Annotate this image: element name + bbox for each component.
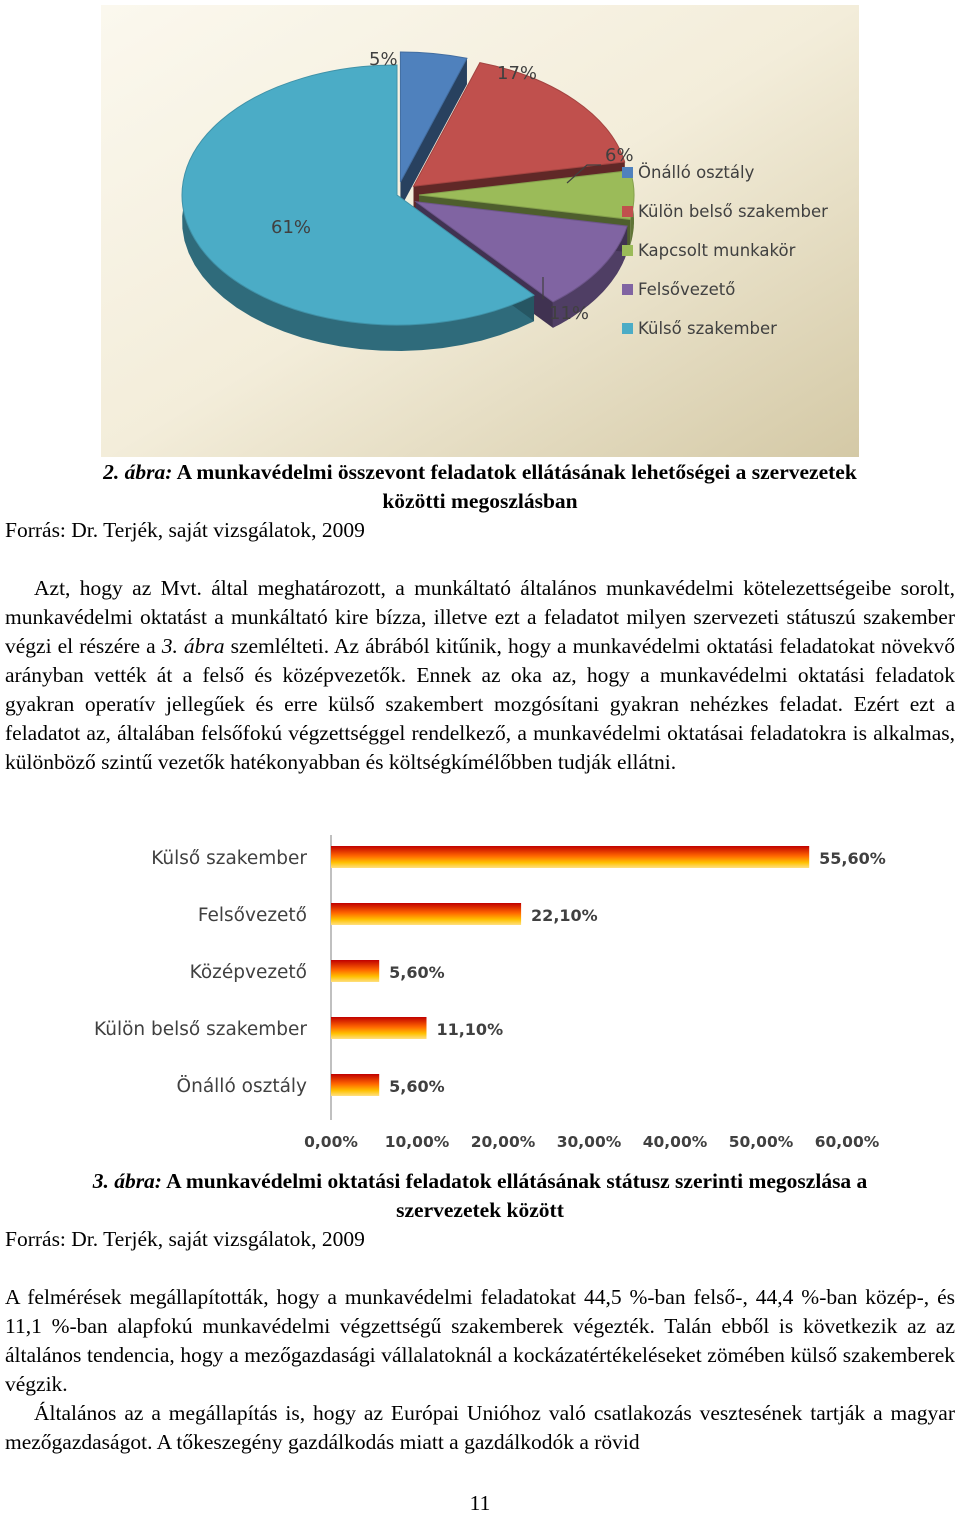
figure3-caption <box>20 1167 940 1225</box>
pie-slice-label: 5% <box>369 49 398 70</box>
x-tick-label: 60,00% <box>814 1133 880 1151</box>
figure2-caption <box>20 458 940 516</box>
legend-swatch <box>622 284 633 295</box>
bar-value-label: 22,10% <box>531 906 598 925</box>
legend-swatch <box>622 323 633 334</box>
paragraph-1-part2: szemlélteti. Az ábrából kitűnik, hogy a munkavédelmi oktatási feladatokat növekvő arányban vették át a felső és középvezetők. Ennek az oka az, hogy a munkavédelmi oktatási feladatok gyakran operatív jellegűek és erre külső szakembert mozgósítani gyakran nehézkes feladat. Ezért ezt a feladatot az, általában felsőfokú végzettséggel rendelkező, a munkavédelmi oktatásai feladatokra is alkalmas, különböző szintű vezetők hatékonyabban és költségkímélőbben tudják ellátni. <box>5 634 955 774</box>
legend-swatch <box>622 206 633 217</box>
bar-value-label: 55,60% <box>819 849 886 868</box>
pie-slice-label: 11% <box>549 303 590 324</box>
legend-swatch <box>622 245 633 256</box>
paragraph-2-text: A felmérések megállapították, hogy a munkavédelmi feladatokat 44,5 %-ban felső-, 44,4 %-ban közép-, és 11,1 %-ban alapfokú munkavédelmi végzettségű szakemberek végezték. Talán ebből is következik az az általános tendencia, hogy a mezőgazdasági vállalatoknál a kockázatértékeléseket zömében külső szakemberek végzik. <box>5 1285 955 1396</box>
pie-slice-label: 61% <box>271 217 312 238</box>
legend-entry: Önálló osztály <box>638 163 755 182</box>
pie-slice-label: 6% <box>605 145 634 166</box>
page-number: 11 <box>469 1491 491 1515</box>
bar <box>331 903 521 925</box>
figure2-caption-text2: közötti megoszlásban <box>382 489 578 513</box>
legend-entry: Külső szakember <box>638 319 777 338</box>
paragraph-1-figure-ref: 3. ábra <box>161 634 225 658</box>
legend-entry: Külön belső szakember <box>638 202 828 221</box>
bar <box>331 960 379 982</box>
bar-chart-figure <box>60 835 900 1155</box>
bar-value-label: 5,60% <box>389 963 445 982</box>
bar <box>331 1074 379 1096</box>
bar-chart <box>60 835 900 1155</box>
pie-chart <box>101 5 859 457</box>
figure3-source: Forrás: Dr. Terjék, saját vizsgálatok, 2009 <box>5 1227 365 1251</box>
figure2-caption-number: 2. ábra: <box>103 460 173 484</box>
figure2-caption-text: A munkavédelmi összevont feladatok ellátásának lehetőségei a szervezetek <box>176 460 857 484</box>
x-tick-label: 40,00% <box>642 1133 708 1151</box>
paragraph-2 <box>5 1283 955 1457</box>
x-tick-label: 50,00% <box>728 1133 794 1151</box>
paragraph-1-part1: Azt, hogy az Mvt. által meghatározott, a munkáltató általános munkavédelmi kötelezettségeibe sorolt, munkavédelmi oktatást a munkáltató kire bízza, illetve ezt a feladatot milyen szervezeti státuszú szakember végzi el részére a <box>5 576 955 658</box>
x-tick-label: 10,00% <box>384 1133 450 1151</box>
pie-chart-figure <box>101 5 859 457</box>
bar-value-label: 5,60% <box>389 1077 445 1096</box>
bar <box>331 1017 427 1039</box>
x-tick-label: 20,00% <box>470 1133 536 1151</box>
bar-category-label: Külön belső szakember <box>94 1019 307 1040</box>
legend-swatch <box>622 167 633 178</box>
paragraph-1 <box>5 574 955 777</box>
paragraph-3-text: Általános az a megállapítás is, hogy az Európai Unióhoz való csatlakozás vesztesének tartják a magyar mezőgazdaságot. A tőkeszegény gazdálkodás miatt a gazdálkodók a rövid <box>5 1401 955 1454</box>
figure3-caption-number: 3. ábra: <box>92 1169 162 1193</box>
figure3-caption-text2: szervezetek között <box>396 1198 564 1222</box>
x-tick-label: 30,00% <box>556 1133 622 1151</box>
legend-entry: Felsővezető <box>638 280 736 299</box>
bar <box>331 846 809 868</box>
bar-category-label: Középvezető <box>189 962 307 983</box>
pie-slice-label: 17% <box>497 63 538 84</box>
bar-value-label: 11,10% <box>436 1020 504 1039</box>
legend-entry: Kapcsolt munkakör <box>638 241 796 260</box>
x-tick-label: 0,00% <box>304 1133 358 1151</box>
figure3-caption-text: A munkavédelmi oktatási feladatok ellátásának státusz szerinti megoszlása a <box>166 1169 868 1193</box>
figure2-source: Forrás: Dr. Terjék, saját vizsgálatok, 2009 <box>5 518 365 542</box>
bar-category-label: Felsővezető <box>197 905 307 926</box>
bar-category-label: Külső szakember <box>151 848 307 869</box>
bar-category-label: Önálló osztály <box>176 1076 307 1097</box>
